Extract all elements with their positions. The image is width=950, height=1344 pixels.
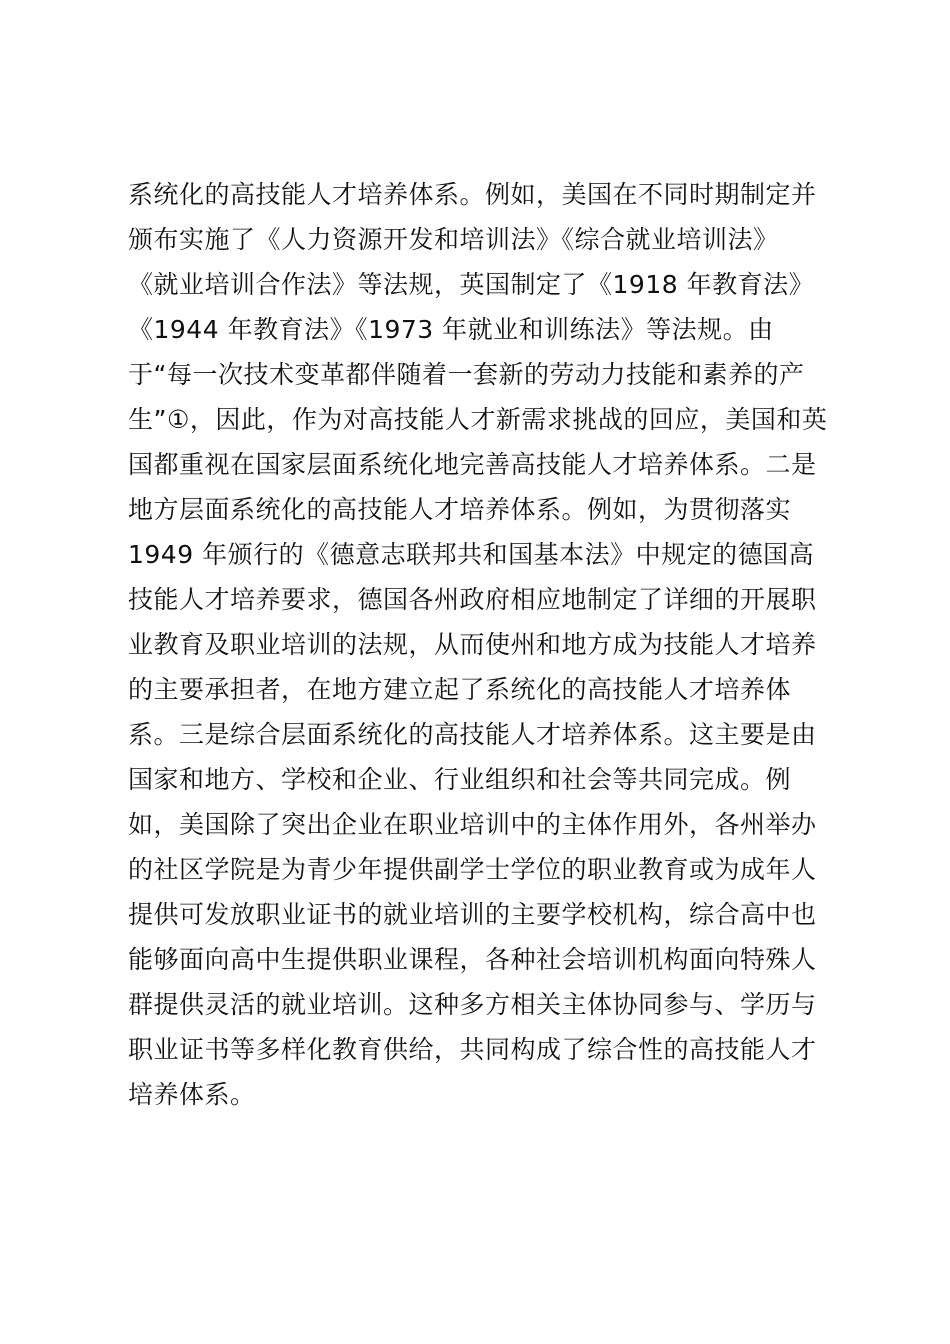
- text-line: 群提供灵活的就业培训。这种多方相关主体协同参与、学历与: [128, 990, 817, 1019]
- text-line: 于“每一次技术变革都伴随着一套新的劳动力技能和素养的产: [128, 360, 805, 389]
- text-line: 的主要承担者，在地方建立起了系统化的高技能人才培养体: [128, 675, 792, 704]
- text-line: 国都重视在国家层面系统化地完善高技能人才培养体系。二是: [128, 450, 817, 479]
- text-line: 地方层面系统化的高技能人才培养体系。例如，为贯彻落实: [128, 495, 792, 524]
- body-paragraph: [128, 172, 848, 1117]
- text-line: 能够面向高中生提供职业课程，各种社会培训机构面向特殊人: [128, 945, 817, 974]
- text-line: 培养体系。: [128, 1080, 256, 1109]
- text-line: 技能人才培养要求，德国各州政府相应地制定了详细的开展职: [128, 585, 817, 614]
- text-line: 颁布实施了《人力资源开发和培训法》《综合就业培训法》: [128, 225, 779, 254]
- text-line: 如，美国除了突出企业在职业培训中的主体作用外，各州举办: [128, 810, 817, 839]
- text-line: 生”①，因此，作为对高技能人才新需求挑战的回应，美国和英: [128, 405, 828, 434]
- text-line: 提供可发放职业证书的就业培训的主要学校机构，综合高中也: [128, 900, 817, 929]
- text-line: 1949 年颁行的《德意志联邦共和国基本法》中规定的德国高: [128, 540, 815, 569]
- text-line: 的社区学院是为青少年提供副学士学位的职业教育或为成年人: [128, 855, 817, 884]
- text-line: 系。三是综合层面系统化的高技能人才培养体系。这主要是由: [128, 720, 817, 749]
- text-line: 系统化的高技能人才培养体系。例如，美国在不同时期制定并: [128, 180, 817, 209]
- text-line: 国家和地方、学校和企业、行业组织和社会等共同完成。例: [128, 765, 792, 794]
- text-line: 业教育及职业培训的法规，从而使州和地方成为技能人才培养: [128, 630, 817, 659]
- text-line: 《1944 年教育法》《1973 年就业和训练法》等法规。由: [128, 315, 774, 344]
- text-line: 职业证书等多样化教育供给，共同构成了综合性的高技能人才: [128, 1035, 817, 1064]
- text-line: 《就业培训合作法》等法规，英国制定了《1918 年教育法》: [128, 270, 815, 299]
